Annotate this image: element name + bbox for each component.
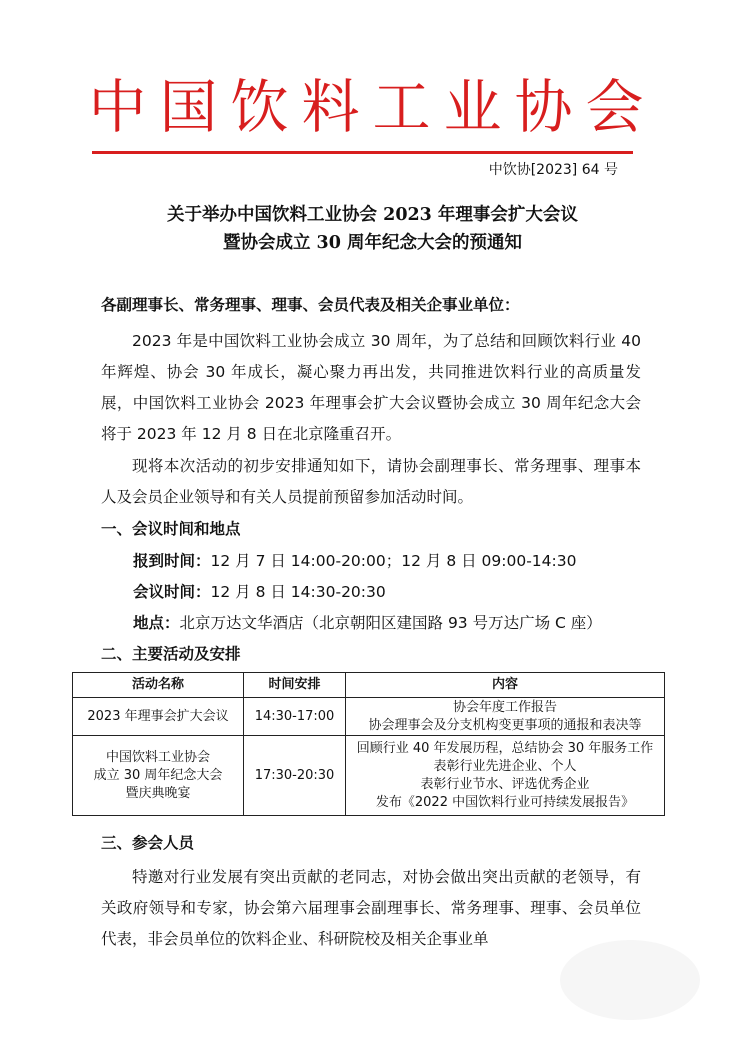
- faded-seal-mark: [560, 940, 700, 1020]
- section-heading-activities: 二、主要活动及安排: [101, 645, 241, 663]
- table-cell-time: 17:30-20:30: [244, 736, 346, 816]
- table-header-row: [73, 673, 665, 698]
- table-cell-time: 14:30-17:00: [244, 698, 346, 736]
- table-cell-content: [346, 736, 665, 816]
- venue-line: [133, 611, 602, 635]
- cell-line: 2023 年理事会扩大会议: [87, 708, 229, 724]
- meeting-time-line: [133, 580, 386, 604]
- document-title: [0, 201, 745, 257]
- meeting-time-label: 会议时间：: [133, 583, 211, 601]
- table-cell-activity: [73, 698, 244, 736]
- cell-line: 协会理事会及分支机构变更事项的通报和表决等: [368, 717, 642, 733]
- addressee: 各副理事长、常务理事、理事、会员代表及相关企事业单位：: [101, 296, 520, 314]
- cell-line: 回顾行业 40 年发展历程，总结协会 30 年服务工作: [356, 740, 654, 756]
- table-header-cell: 活动名称: [73, 673, 244, 698]
- table-cell-content: [346, 698, 665, 736]
- cell-line: 发布《2022 中国饮料行业可持续发展报告》: [375, 794, 635, 810]
- venue-value: 北京万达文华酒店（北京朝阳区建国路 93 号万达广场 C 座）: [179, 614, 602, 632]
- checkin-time-line: [133, 549, 576, 573]
- attendees-paragraph: 特邀对行业发展有突出贡献的老同志，对协会做出突出贡献的老领导，有关政府领导和专家，协会第六届理事会副理事长、常务理事、理事、会员单位代表，非会员单位的饮料企业、科研院校及相关企事业单: [101, 868, 641, 948]
- table-header-cell: 内容: [346, 673, 665, 698]
- notice-paragraph: 现将本次活动的初步安排通知如下，请协会副理事长、常务理事、理事本人及会员企业领导和有关人员提前预留参加活动时间。: [101, 457, 641, 506]
- venue-label: 地点：: [133, 614, 180, 632]
- checkin-time-label: 报到时间：: [133, 552, 211, 570]
- schedule-table: [72, 672, 665, 816]
- intro-paragraph: 2023 年是中国饮料工业协会成立 30 周年，为了总结和回顾饮料行业 40 年辉煌、协会 30 年成长，凝心聚力再出发，共同推进饮料行业的高质量发展，中国饮料工业协会 2023 年理事会扩大会议暨协会成立 30 周年纪念大会将于 2023 年 12 月 8 日在北京隆重召开。: [101, 332, 641, 443]
- cell-line: 中国饮料工业协会: [105, 749, 210, 765]
- org-letterhead-title: 中国饮料工业协会: [88, 73, 657, 141]
- section-heading-time-venue: 一、会议时间和地点: [101, 520, 241, 538]
- table-header-cell: 时间安排: [244, 673, 346, 698]
- table-row: [73, 736, 665, 816]
- checkin-time-value: 12 月 7 日 14:00-20:00；12 月 8 日 09:00-14:30: [210, 552, 577, 570]
- document-title-line-1: 关于举办中国饮料工业协会 2023 年理事会扩大会议: [167, 205, 578, 225]
- cell-line: 表彰行业先进企业、个人: [433, 758, 577, 774]
- document-title-line-2: 暨协会成立 30 周年纪念大会的预通知: [222, 233, 523, 253]
- cell-line: 表彰行业节水、评选优秀企业: [420, 776, 590, 792]
- table-cell-activity: [73, 736, 244, 816]
- cell-line: 协会年度工作报告: [452, 699, 557, 715]
- document-number: 中饮协[2023] 64 号: [488, 162, 618, 178]
- section-heading-attendees: 三、参会人员: [101, 834, 195, 852]
- cell-line: 暨庆典晚宴: [125, 785, 191, 801]
- cell-line: 成立 30 周年纪念大会: [93, 767, 223, 783]
- letterhead-red-rule: [92, 151, 633, 154]
- meeting-time-value: 12 月 8 日 14:30-20:30: [210, 583, 386, 601]
- table-row: [73, 698, 665, 736]
